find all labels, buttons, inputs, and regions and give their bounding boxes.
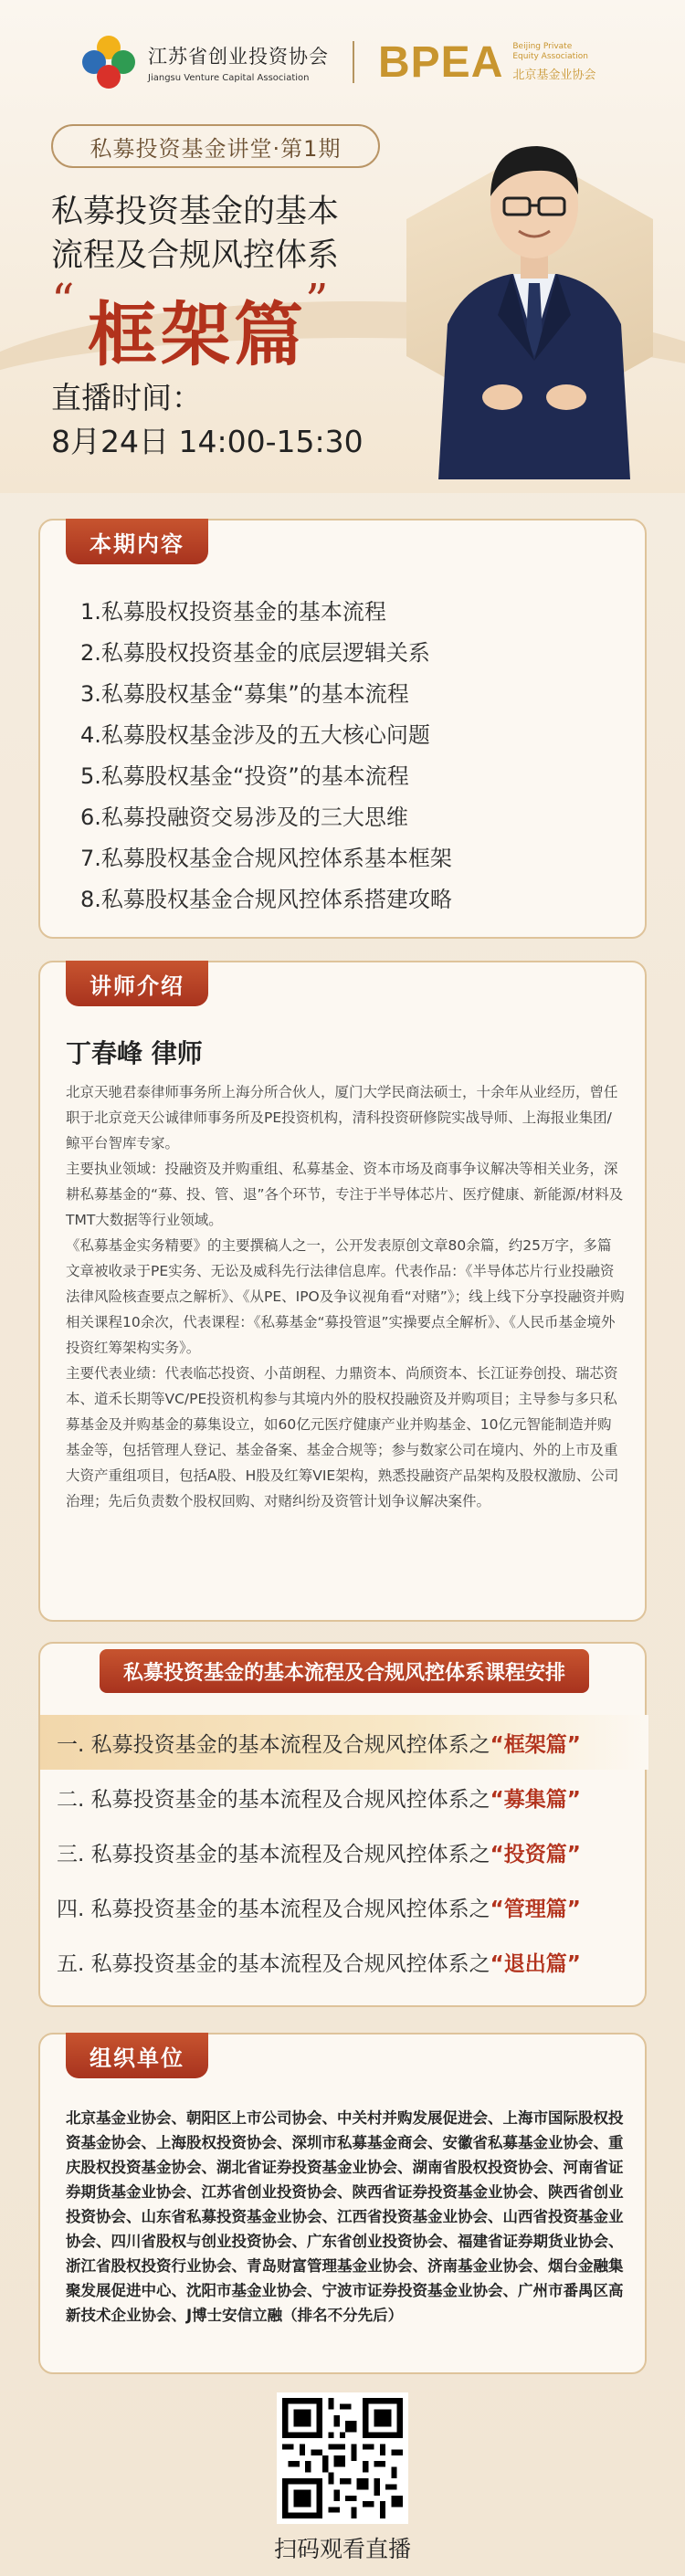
schedule-item — [40, 1770, 648, 1824]
highlight-text: 框架篇 — [88, 294, 307, 375]
hero-banner — [0, 0, 685, 493]
list-item: 4.私募股权基金涉及的五大核心问题 — [80, 722, 430, 748]
schedule-item-current — [40, 1715, 648, 1770]
list-item: 7.私募股权基金合规风控体系基本框架 — [80, 846, 452, 871]
schedule-item-text: 五. 私募投资基金的基本流程及合规风控体系之 — [57, 1951, 490, 1976]
live-time-value: 8月24日 14:00-15:30 — [51, 424, 364, 459]
qr-code-icon — [282, 2398, 403, 2518]
list-item: 8.私募股权基金合规风控体系搭建攻略 — [80, 887, 452, 912]
speaker-photo — [393, 96, 667, 479]
title-highlight — [51, 274, 362, 374]
title-line-1: 私募投资基金的基本 — [51, 194, 340, 230]
bpea-name — [512, 42, 595, 82]
lecturer-card — [38, 961, 647, 1622]
logo-divider — [353, 41, 354, 83]
contents-card — [38, 519, 647, 939]
bio-paragraph: 北京天驰君泰律师事务所上海分所合伙人，厦门大学民商法硕士，十余年从业经历，曾任职于北京竞天公诚律师事务所及PE投资机构，清科投资研修院实战导师、上海报业集团/鲸平台智库专家。 — [66, 1084, 618, 1151]
logo-row — [80, 26, 595, 99]
bpea-en-line-1: Beijing Private — [512, 42, 573, 51]
bio-paragraph: 主要执业领域：投融资及并购重组、私募基金、资本市场及商事争议解决等相关业务，深耕私募基金的“募、投、管、退”各个环节，专注于半导体芯片、医疗健康、新能源/材料及TMT大数据等行业领域。 — [66, 1161, 624, 1228]
series-tag: 私募投资基金讲堂·第1期 — [51, 124, 380, 168]
schedule-item — [40, 1879, 648, 1934]
schedule-item — [40, 1824, 648, 1879]
list-item: 2.私募股权投资基金的底层逻辑关系 — [80, 640, 430, 666]
page-title — [51, 190, 339, 278]
schedule-item-highlight: “募集篇” — [490, 1787, 581, 1812]
title-line-2: 流程及合规风控体系 — [51, 237, 340, 274]
schedule-item-text: 二. 私募投资基金的基本流程及合规风控体系之 — [57, 1787, 490, 1812]
qr-code[interactable] — [277, 2392, 408, 2524]
organizers-text: 北京基金业协会、朝阳区上市公司协会、中关村并购发展促进会、上海市国际股权投资基金协会、上海股权投资协会、深圳市私募基金商会、安徽省私募基金业协会、重庆股权投资基金协会、湖北省证券投资基金业协会、湖南省股权投资协会、河南省证券期货基金业协会、江苏省创业投资协会、陕西省证券投资基金业协会、陕西省创业投资协会、山东省私募投资基金业协会、江西省投资基金业协会、山西省投资基金业协会、四川省股权与创业投资协会、广东省创业投资协会、福建省证券期货业协会、浙江省股权投资行业协会、青岛财富管理基金业协会、济南基金业协会、烟台金融集聚发展促进中心、沈阳市基金业协会、宁波市证券投资基金业协会、广州市番禺区高新技术企业协会、J博士安信立融（排名不分先后） — [66, 2109, 624, 2324]
schedule-item-text: 三. 私募投资基金的基本流程及合规风控体系之 — [57, 1842, 490, 1866]
qr-caption: 扫码观看直播 — [273, 2536, 411, 2562]
schedule-card — [38, 1642, 647, 2007]
quote-close: ” — [305, 274, 329, 327]
lecturer-tab: 讲师介绍 — [66, 961, 208, 1006]
jiangsu-vc-name-en: Jiangsu Venture Capital Association — [148, 72, 310, 83]
bio-paragraph: 《私募基金实务精要》的主要撰稿人之一，公开发表原创文章80余篇，约25万字，多篇文章被收录于PE实务、无讼及威科先行法律信息库。代表作品：《半导体芯片行业投融资法律风险核查要点之解析》、《从PE、IPO及争议视角看“对赌”》；线上线下分享投融资并购相关课程10余次，代表课程：《私募基金“募投管退”实操要点全解析》、《人民币基金境外投资红筹架构实务》。 — [66, 1237, 625, 1356]
lecturer-bio — [66, 1079, 625, 1514]
schedule-header — [40, 1644, 648, 1698]
bpea-logo-mark: BPEA — [378, 37, 504, 87]
list-item: 6.私募投融资交易涉及的三大思维 — [80, 804, 408, 830]
organizers-tab: 组织单位 — [66, 2033, 208, 2078]
contents-tab: 本期内容 — [66, 519, 208, 564]
schedule-item-highlight: “退出篇” — [490, 1951, 581, 1976]
list-item: 1.私募股权投资基金的基本流程 — [80, 599, 386, 625]
list-item: 3.私募股权基金“募集”的基本流程 — [80, 681, 409, 707]
bpea-en-line-2: Equity Association — [512, 52, 588, 61]
schedule-item-highlight: “投资篇” — [490, 1842, 581, 1866]
bpea-name-cn: 北京基金业协会 — [512, 68, 596, 82]
bio-paragraph: 主要代表业绩：代表临芯投资、小苗朗程、力鼎资本、尚颀资本、长江证券创投、瑞芯资本、道禾长期等VC/PE投资机构参与其境内外的股权投融资及并购项目；主导参与多只私募基金及并购基金的募集设立，如60亿元医疗健康产业并购基金、10亿元智能制造并购基金等，包括管理人登记、基金备案、基金合规等；参与数家公司在境内、外的上市及重大资产重组项目，包括A股、H股及红筹VIE架构，熟悉投融资产品架构及股权激励、公司治理；先后负责数个股权回购、对赌纠纷及资管计划争议解决案件。 — [66, 1365, 619, 1509]
schedule-item-highlight: “框架篇” — [490, 1732, 581, 1757]
schedule-item-text: 一. 私募投资基金的基本流程及合规风控体系之 — [57, 1732, 490, 1757]
schedule-item-highlight: “管理篇” — [490, 1897, 581, 1921]
lecturer-name: 丁春峰 律师 — [66, 1038, 203, 1068]
list-item: 5.私募股权基金“投资”的基本流程 — [80, 763, 409, 789]
schedule-list — [40, 1715, 648, 1989]
organizers-card — [38, 2033, 647, 2374]
schedule-item-text: 四. 私募投资基金的基本流程及合规风控体系之 — [57, 1897, 490, 1921]
schedule-item — [40, 1934, 648, 1989]
contents-list — [80, 592, 452, 920]
speaker-portrait-icon — [429, 96, 639, 479]
schedule-title: 私募投资基金的基本流程及合规风控体系课程安排 — [100, 1649, 589, 1693]
jiangsu-vc-name-cn: 江苏省创业投资协会 — [148, 45, 329, 68]
jiangsu-vc-name — [148, 42, 329, 83]
live-time-label: 直播时间： — [51, 380, 202, 415]
quote-open: “ — [51, 274, 75, 327]
jiangsu-vc-logo-icon — [80, 34, 137, 90]
